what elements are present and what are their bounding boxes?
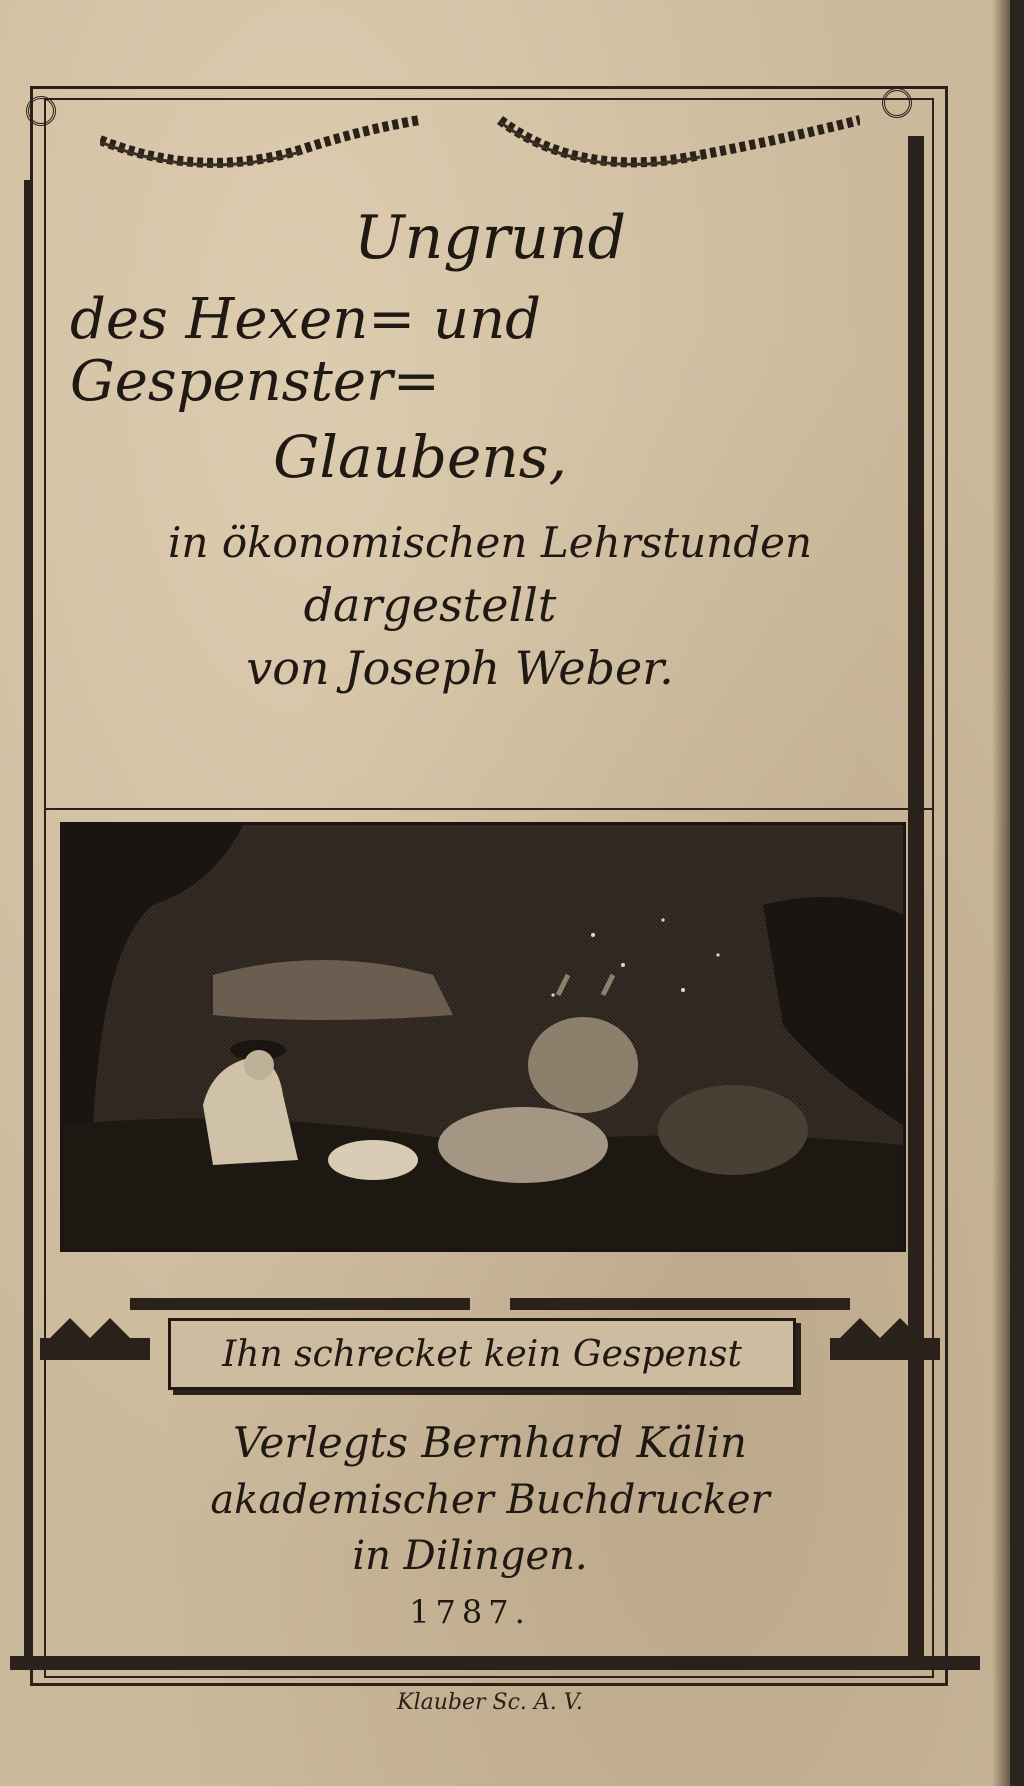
night-scene-engraving — [60, 822, 906, 1252]
publication-year: 1787. — [409, 1593, 531, 1631]
subtitle-line-2: dargestellt — [303, 578, 557, 633]
title-line-1: Ungrund — [354, 203, 626, 273]
engraver-signature: Klauber Sc. A. V. — [397, 1690, 583, 1715]
left-rosette-ornament — [26, 96, 56, 126]
book-title — [60, 205, 920, 693]
left-frame-bar — [24, 180, 32, 1660]
publisher-imprint — [60, 1418, 920, 1631]
subtitle-line-1: in ökonomischen Lehrstunden — [167, 517, 813, 567]
illustration-top-rule — [44, 808, 934, 810]
engraving-motto-label — [168, 1318, 796, 1390]
title-line-3: Glaubens, — [273, 423, 567, 492]
title-line-2: des Hexen= und Gespenster= — [70, 287, 541, 414]
page-edge-shadow — [992, 0, 1010, 1786]
bottom-frame-bar — [10, 1656, 980, 1670]
engraving-picture — [63, 825, 903, 1249]
imprint-line-3: in Dilingen. — [352, 1533, 588, 1579]
imprint-line-2: akademischer Buchdrucker — [210, 1477, 770, 1523]
motto-text: Ihn schrecket kein Gespenst — [222, 1333, 742, 1375]
right-rosette-ornament — [882, 88, 912, 118]
imprint-line-1: Verlegts Bernhard Kälin — [233, 1418, 747, 1467]
floral-garland-ornament — [100, 110, 860, 200]
author-line: von Joseph Weber. — [246, 640, 674, 695]
